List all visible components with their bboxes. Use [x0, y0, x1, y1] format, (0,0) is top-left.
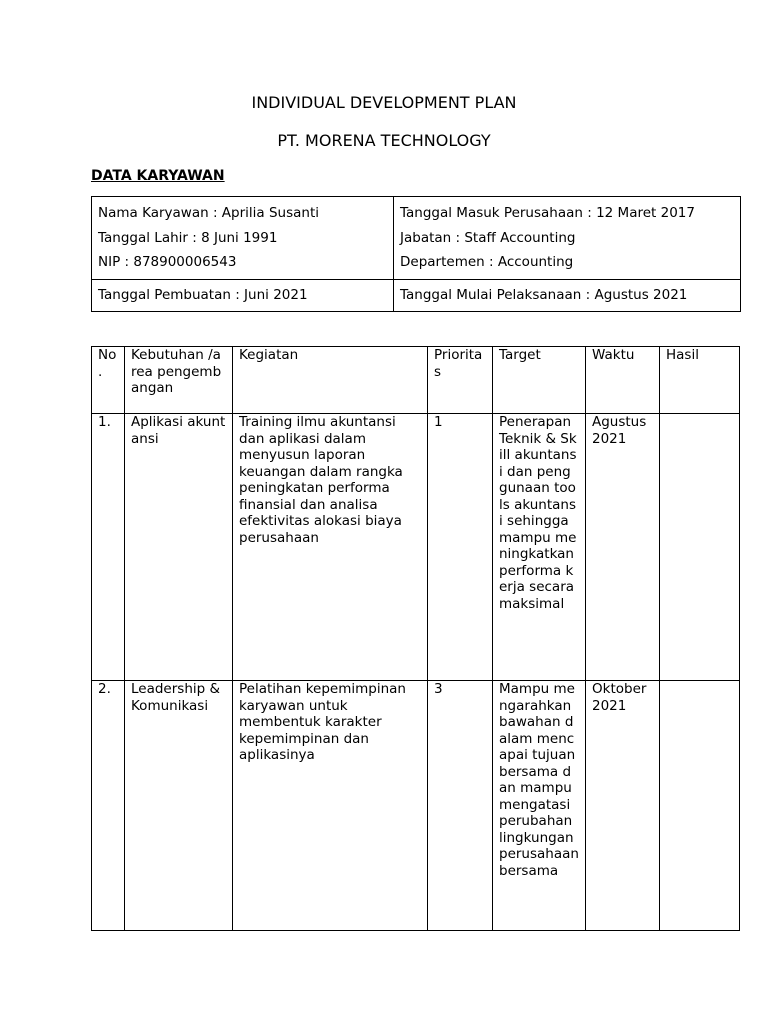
row-waktu: Agustus 2021: [586, 414, 660, 681]
row-kebutuhan: Leadership & Komunikasi: [125, 681, 233, 931]
document-title: INDIVIDUAL DEVELOPMENT PLAN: [251, 93, 517, 112]
employee-name: Nama Karyawan : Aprilia Susanti: [98, 205, 319, 221]
header-hasil: Hasil: [660, 347, 740, 414]
employee-nip: NIP : 878900006543: [98, 254, 237, 270]
table-row: [92, 414, 740, 681]
header-kegiatan: Kegiatan: [233, 347, 428, 414]
row-target: Mampu mengarahkan bawahan dalam mencapai tujuan bersama dan mampu mengatasi perubahan lingkungan perusahaan bersama: [493, 681, 586, 931]
development-plan-table: [91, 346, 740, 931]
header-target: Target: [493, 347, 586, 414]
header-prioritas: Prioritas: [428, 347, 493, 414]
employee-data-table: [91, 196, 741, 312]
table-header-row: [92, 347, 740, 414]
employee-identity-cell: [92, 197, 394, 280]
row-prioritas: 1: [428, 414, 493, 681]
row-hasil: [660, 414, 740, 681]
table-row: [92, 681, 740, 931]
creation-date: Tanggal Pembuatan : Juni 2021: [92, 279, 394, 311]
row-prioritas: 3: [428, 681, 493, 931]
row-kegiatan: Pelatihan kepemimpinan karyawan untuk membentuk karakter kepemimpinan dan aplikasinya: [233, 681, 428, 931]
plan-date-row: [92, 279, 741, 311]
header-no: No​.: [92, 347, 125, 414]
employee-position: Jabatan : Staff Accounting: [400, 229, 576, 246]
row-no: 1.: [92, 414, 125, 681]
employee-info-row: [92, 197, 741, 280]
section-label: DATA KARYAWAN: [91, 168, 225, 184]
start-date: Tanggal Mulai Pelaksanaan : Agustus 2021: [394, 279, 741, 311]
employee-join-date: Tanggal Masuk Perusahaan : 12 Maret 2017: [400, 205, 695, 221]
employee-job-cell: [394, 197, 741, 280]
row-no: 2.: [92, 681, 125, 931]
header-waktu: Waktu: [586, 347, 660, 414]
row-kebutuhan: Aplikasi akuntansi: [125, 414, 233, 681]
row-waktu: Oktober 2021: [586, 681, 660, 931]
company-name: PT. MORENA TECHNOLOGY: [277, 131, 491, 150]
employee-birthdate: Tanggal Lahir : 8 Juni 1991: [98, 229, 278, 246]
row-target: Penerapan Teknik & Skill akuntansi dan penggunaan tools akuntansi sehingga mampu meningkatkan performa kerja secara maksimal: [493, 414, 586, 681]
employee-department: Departemen : Accounting: [400, 254, 574, 270]
row-hasil: [660, 681, 740, 931]
row-kegiatan: Training ilmu akuntansi dan aplikasi dalam menyusun laporan keuangan dalam rangka peningkatan performa finansial dan analisa efektivitas alokasi biaya perusahaan: [233, 414, 428, 681]
header-kebutuhan: Kebutuhan /area pengembangan: [125, 347, 233, 414]
